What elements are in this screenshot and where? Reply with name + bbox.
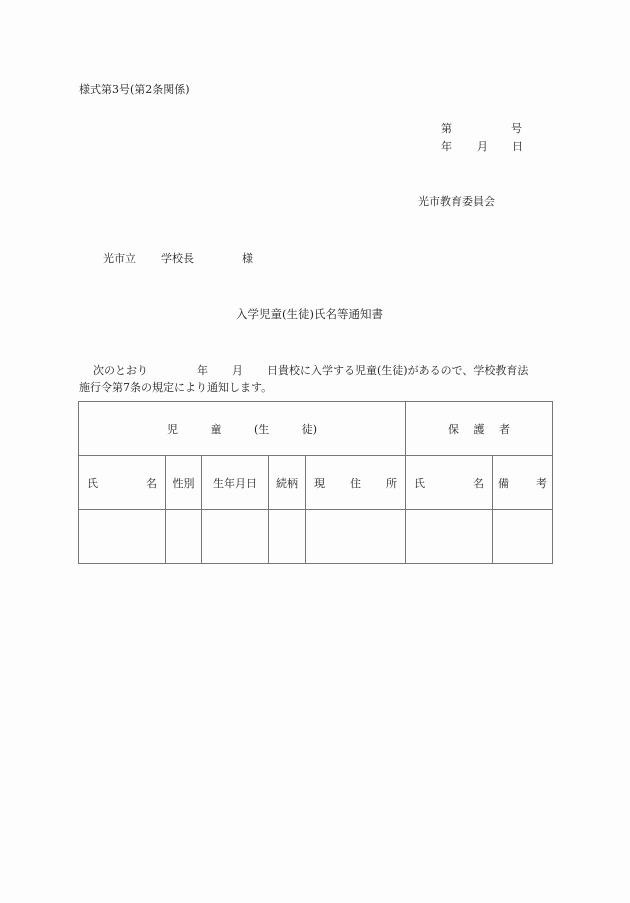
number-suffix: 号 xyxy=(511,122,522,135)
cell-guardian-name[interactable] xyxy=(406,510,493,564)
body-text: 日貴校に入学する児童(生徒)があるので、学校教育法 xyxy=(267,364,529,377)
cell-child-name[interactable] xyxy=(79,510,166,564)
form-number: 様式第3号(第2条関係) xyxy=(79,83,190,96)
col-remarks xyxy=(493,456,553,510)
addressee-city: 光市立 xyxy=(103,252,136,265)
header-child-group xyxy=(79,402,406,456)
header-text: 童 xyxy=(210,422,222,436)
number-prefix: 第 xyxy=(441,122,452,135)
header-text: 徒) xyxy=(301,422,317,436)
col-child-name xyxy=(79,456,166,510)
header-guardian-group xyxy=(406,402,553,456)
header-text: 護 xyxy=(473,422,485,436)
header-text: 備 xyxy=(498,476,510,490)
header-text: 保 xyxy=(448,422,460,436)
col-guardian-name xyxy=(406,456,493,510)
addressee-honorific: 様 xyxy=(242,252,253,265)
cell-birthdate[interactable] xyxy=(202,510,269,564)
body-year: 年 xyxy=(197,364,208,377)
cell-relation[interactable] xyxy=(269,510,306,564)
header-text: 名 xyxy=(146,476,157,490)
col-relation: 続柄 xyxy=(269,456,306,510)
date-month: 月 xyxy=(477,140,488,153)
header-text: 者 xyxy=(499,422,511,436)
header-text: (生 xyxy=(253,422,270,436)
header-text: 住 xyxy=(350,476,361,490)
issuer: 光市教育委員会 xyxy=(418,195,495,208)
header-text: 児 xyxy=(167,422,178,436)
addressee-principal: 学校長 xyxy=(161,252,194,265)
cell-address[interactable] xyxy=(306,510,406,564)
header-text: 現 xyxy=(314,476,325,490)
header-text: 考 xyxy=(536,476,548,490)
header-text: 氏 xyxy=(414,476,426,490)
date-year: 年 xyxy=(441,140,452,153)
body-text: 次のとおり xyxy=(93,364,148,377)
header-text: 所 xyxy=(386,476,397,490)
col-birthdate: 生年月日 xyxy=(202,456,269,510)
date-day: 日 xyxy=(512,140,523,153)
header-text: 氏 xyxy=(87,476,98,490)
cell-gender[interactable] xyxy=(166,510,202,564)
body-month: 月 xyxy=(232,364,243,377)
header-text: 名 xyxy=(473,476,485,490)
body-line-2: 施行令第7条の規定により通知します。 xyxy=(79,381,273,394)
table-row xyxy=(79,510,553,564)
cell-remarks[interactable] xyxy=(493,510,553,564)
col-address xyxy=(306,456,406,510)
col-gender: 性別 xyxy=(166,456,202,510)
student-table xyxy=(78,401,553,564)
document-title: 入学児童(生徒)氏名等通知書 xyxy=(236,307,383,321)
